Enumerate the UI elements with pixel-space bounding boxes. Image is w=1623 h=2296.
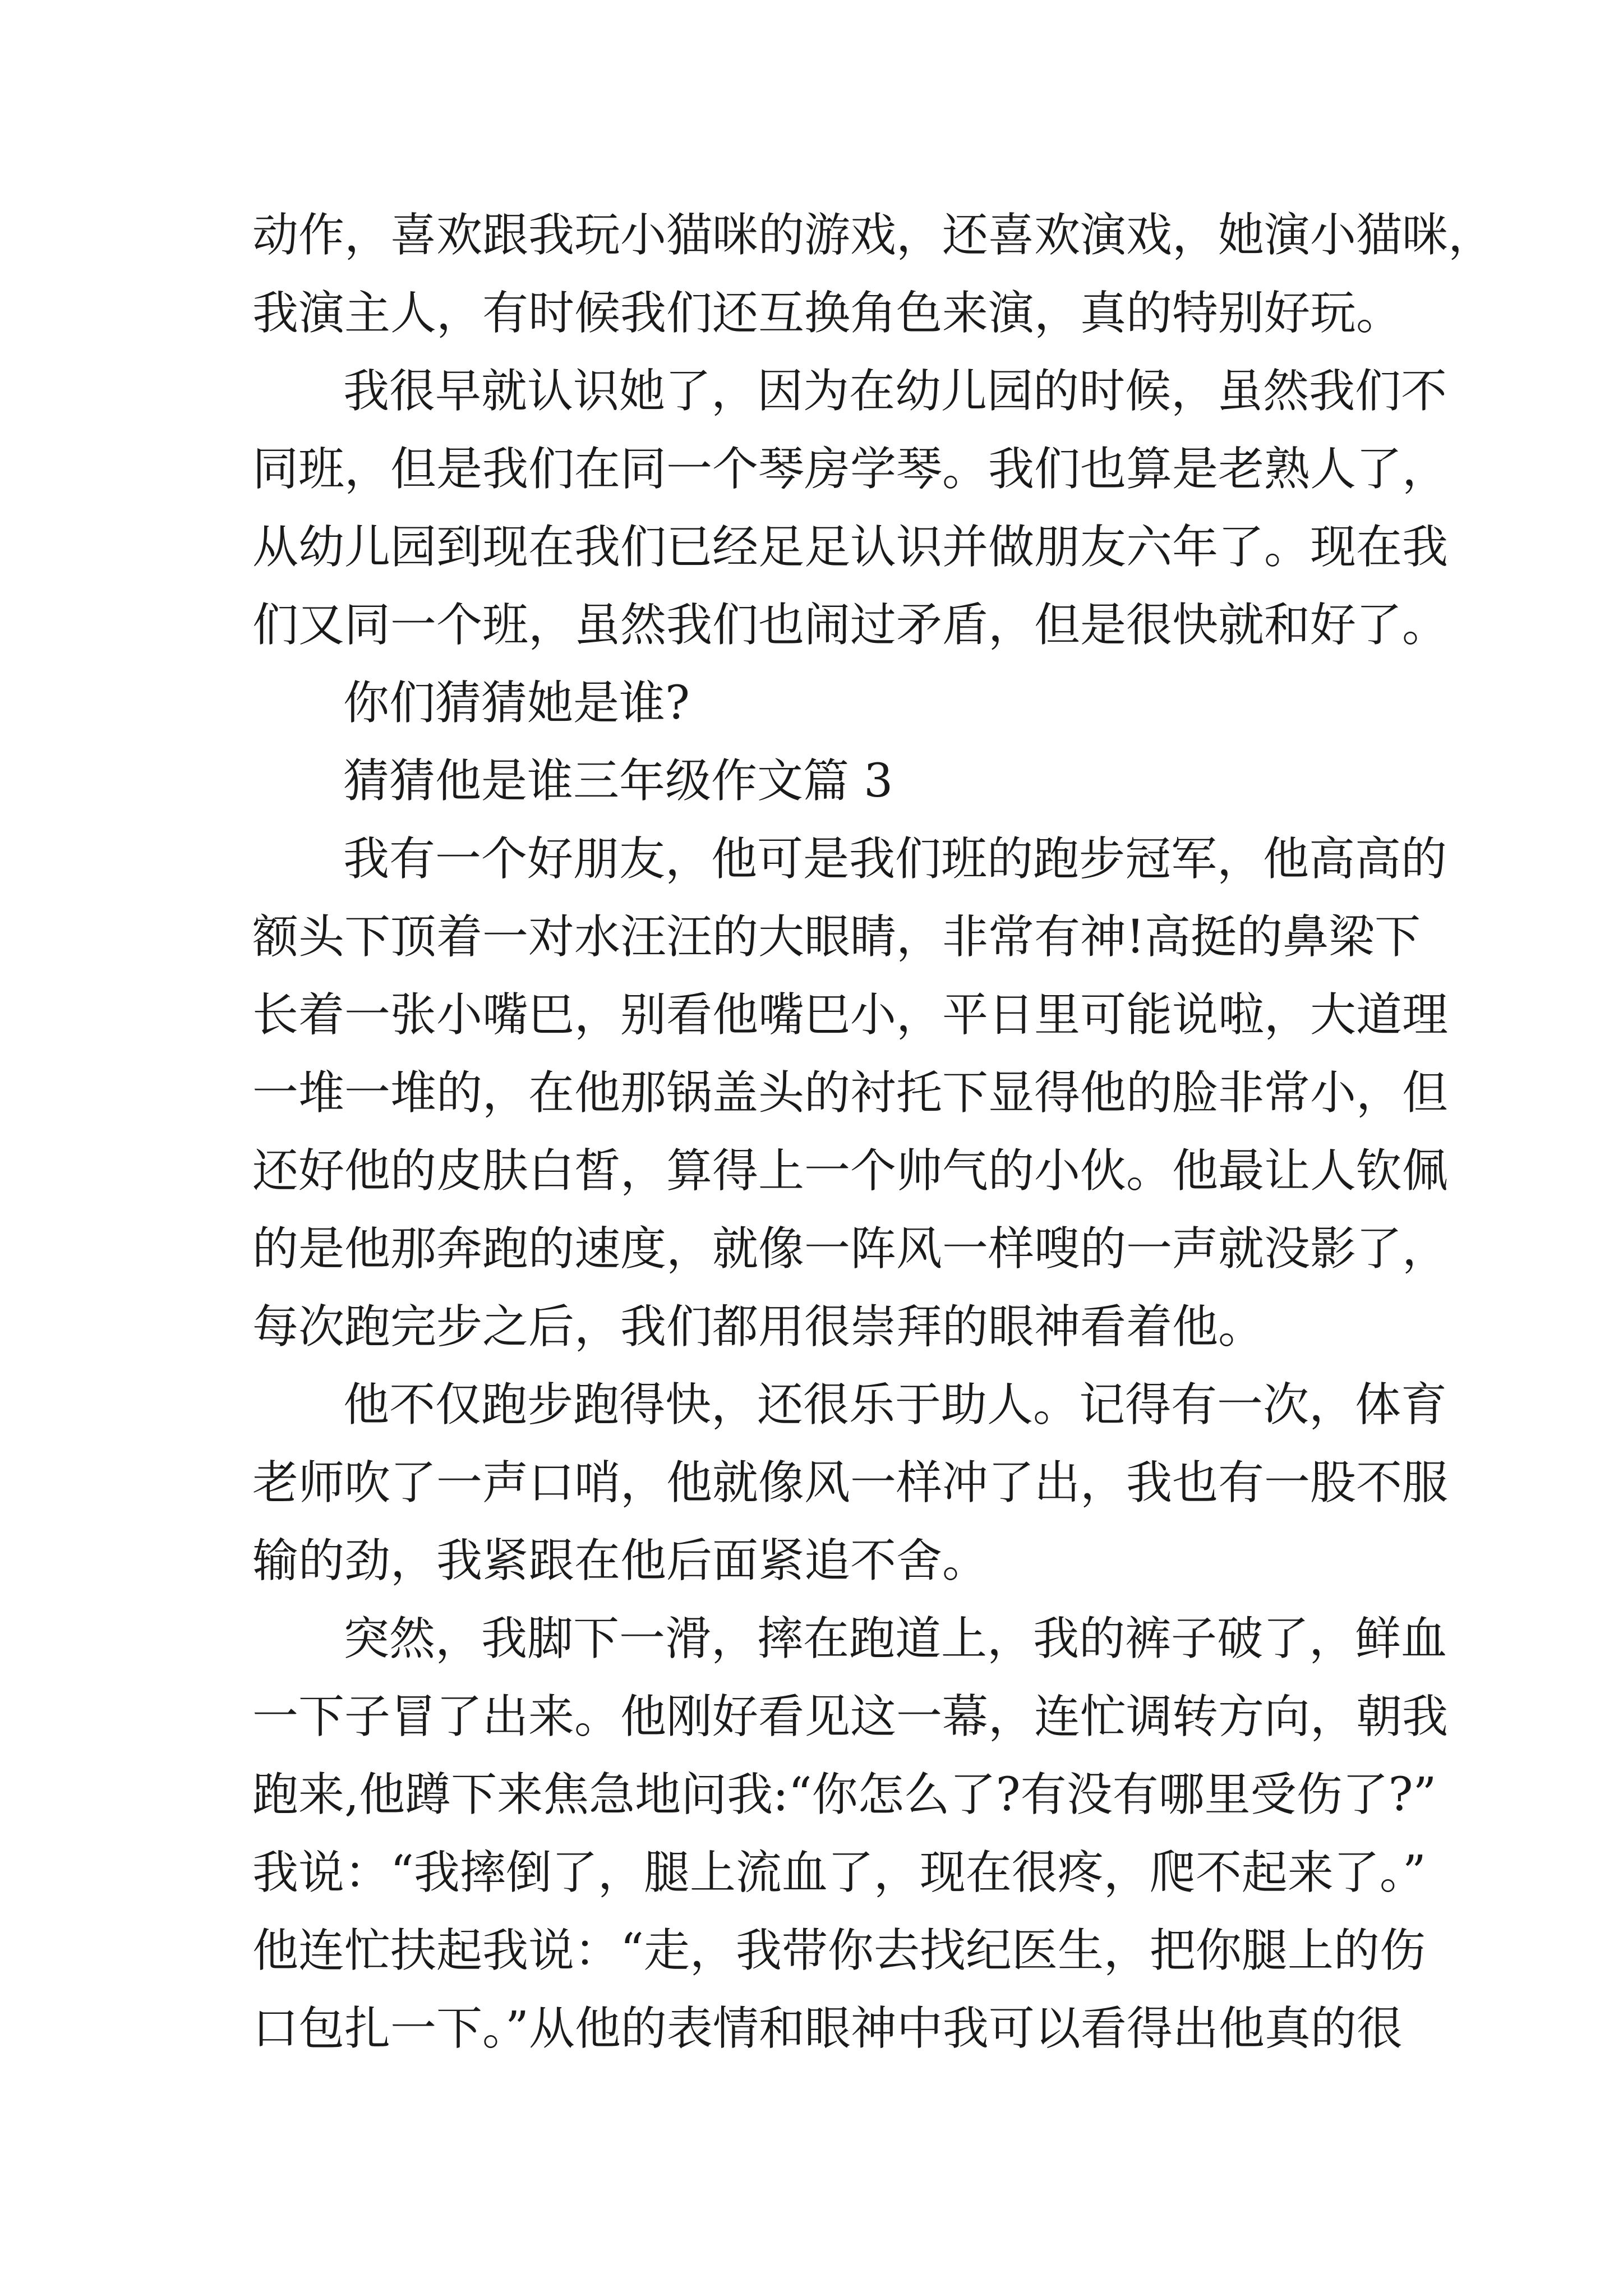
text-line: 额头下顶着一对水汪汪的大眼睛，非常有神!高挺的鼻梁下 [252,910,1421,964]
text-line: 你们猜猜她是谁? [343,677,690,730]
text-line: 的是他那奔跑的速度，就像一阵风一样嗖的一声就没影了， [252,1222,1449,1276]
text-line: 突然，我脚下一滑，摔在跑道上，我的裤子破了，鲜血 [343,1612,1447,1665]
text-line: 长着一张小嘴巴，别看他嘴巴小，平日里可能说啦，大道理 [252,988,1449,1042]
text-line: 每次跑完步之后，我们都用很崇拜的眼神看着他。 [252,1300,1265,1354]
essay-text [252,196,1495,2068]
text-line: 口包扎一下。”从他的表情和眼神中我可以看得出他真的很 [252,2002,1403,2055]
text-line: 跑来,他蹲下来焦急地问我:“你怎么了?有没有哪里受伤了?” [252,1768,1437,1821]
text-line: 我演主人，有时候我们还互换角色来演，真的特别好玩。 [252,287,1403,340]
text-line: 动作，喜欢跟我玩小猫咪的游戏，还喜欢演戏，她演小猫咪， [252,209,1495,262]
text-line: 我很早就认识她了，因为在幼儿园的时候，虽然我们不 [343,365,1447,418]
text-line: 老师吹了一声口哨，他就像风一样冲了出，我也有一股不服 [252,1456,1449,1510]
text-line: 还好他的皮肤白皙，算得上一个帅气的小伙。他最让人钦佩 [252,1144,1449,1198]
text-line: 我有一个好朋友，他可是我们班的跑步冠军，他高高的 [343,832,1447,886]
text-line: 输的劲，我紧跟在他后面紧追不舍。 [252,1534,989,1588]
text-line: 我说：“我摔倒了，腿上流血了，现在很疼，爬不起来了。” [252,1846,1426,1899]
text-line: 们又同一个班，虽然我们也闹过矛盾，但是很快就和好了。 [252,599,1449,652]
text-line: 一堆一堆的，在他那锅盖头的衬托下显得他的脸非常小，但 [252,1066,1449,1120]
section-heading: 猜猜他是谁三年级作文篇 3 [343,754,893,808]
text-line: 一下子冒了出来。他刚好看见这一幕，连忙调转方向，朝我 [252,1690,1449,1743]
text-line: 从幼儿园到现在我们已经足足认识并做朋友六年了。现在我 [252,521,1449,574]
text-line: 同班，但是我们在同一个琴房学琴。我们也算是老熟人了， [252,443,1449,496]
text-line: 他连忙扶起我说：“走，我带你去找纪医生，把你腿上的伤 [252,1924,1426,1977]
text-line: 他不仅跑步跑得快，还很乐于助人。记得有一次，体育 [343,1378,1447,1432]
